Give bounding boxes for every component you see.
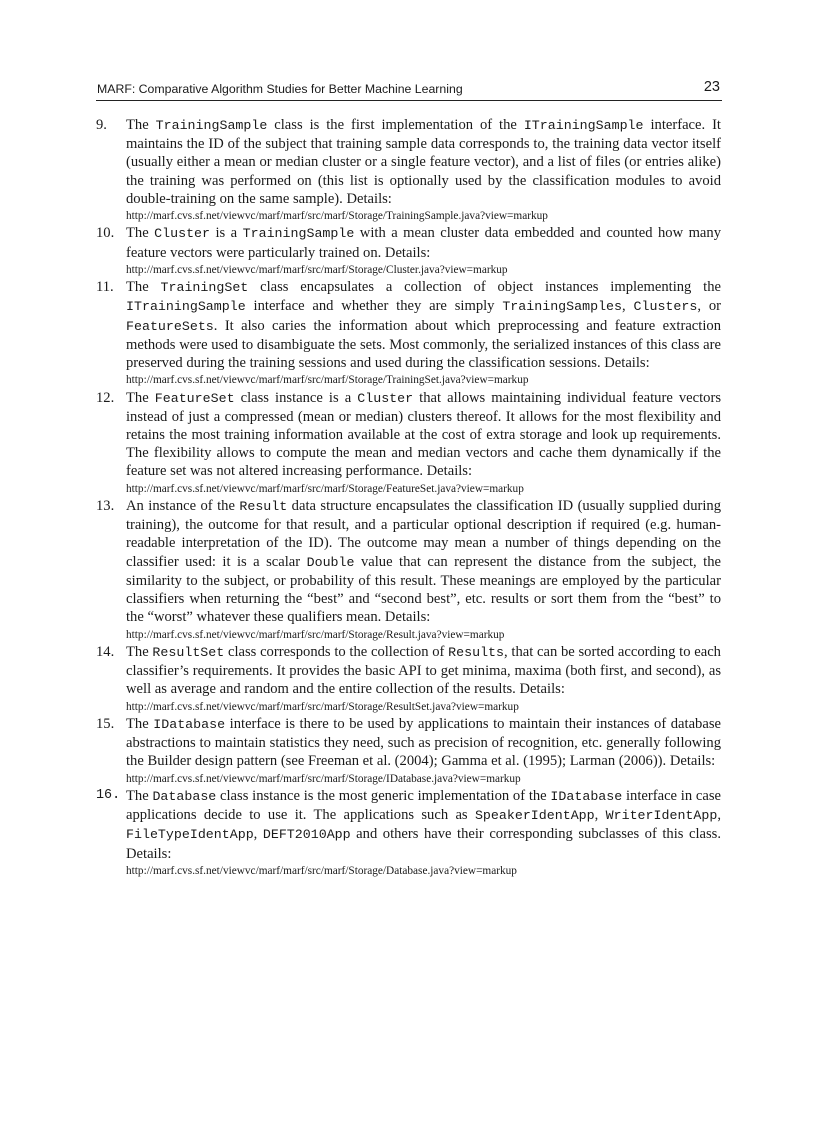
text-run: , that can be sorted according to each classifier’s requirements. It provides the basic API to get minima, maxima (both first, and second), as well as average and random and the entire collection of the results. Details:: [126, 643, 721, 698]
text-run: The: [126, 715, 154, 732]
code-identifier: FileTypeIdentApp: [126, 827, 254, 843]
text-run: is a: [210, 225, 243, 242]
details-link[interactable]: http://marf.cvs.sf.net/viewvc/marf/marf/src/marf/Storage/FeatureSet.java?view=markup: [126, 482, 524, 495]
code-identifier: Double: [306, 554, 355, 570]
list-item: [96, 497, 721, 643]
list-item: [96, 278, 721, 388]
code-identifier: ITrainingSample: [126, 299, 246, 315]
code-identifier: WriterIdentApp: [605, 808, 718, 824]
item-text: [126, 224, 721, 261]
text-run: class instance is the most generic implementation of the: [216, 787, 551, 804]
text-run: , or: [697, 298, 721, 315]
text-run: that allows maintaining individual feature vectors instead of just a compressed (mean or median) clusters thereof. It allows for the most flexibility and retains the most training information available at the cost of extra storage and look up requirements. The flexibility allows to compute the mean and median vectors and cache them dynamically if the feature set was not altered increasing performance. Details:: [126, 389, 721, 480]
code-identifier: Clusters: [633, 299, 698, 315]
text-run: The: [126, 225, 155, 242]
code-identifier: ResultSet: [152, 644, 225, 660]
text-run: value that can represent the distance from the subject, the similarity to the subject, or probability of this result. These meanings are employed by the particular classifiers when returning the “best” and “second best”, etc. results or sort them from the “best” to the “worst” whatever these qualifiers mean. Details:: [126, 553, 722, 626]
text-run: ,: [717, 807, 721, 824]
item-number: 10.: [96, 225, 115, 242]
list-item: [96, 715, 721, 787]
text-run: ,: [253, 826, 263, 843]
details-link[interactable]: http://marf.cvs.sf.net/viewvc/marf/marf/src/marf/Storage/TrainingSample.java?view=markup: [126, 210, 548, 223]
code-identifier: TrainingSamples: [502, 299, 623, 315]
item-number: 15.: [96, 715, 115, 732]
text-run: The: [126, 117, 156, 133]
item-text: [126, 116, 721, 208]
item-text: [126, 278, 721, 372]
text-run: The: [126, 787, 153, 804]
code-identifier: Cluster: [154, 226, 211, 242]
item-number: 9.: [96, 117, 107, 133]
item-number: 16.: [96, 787, 121, 803]
code-identifier: IDatabase: [550, 788, 623, 804]
text-run: An instance of the: [126, 498, 240, 515]
code-identifier: Cluster: [357, 390, 414, 406]
text-run: with a mean cluster data embedded and counted how many feature vectors were particularly trained on. Details:: [126, 225, 721, 261]
running-header: [96, 78, 722, 101]
text-run: The: [126, 643, 153, 660]
item-number: 14.: [96, 643, 115, 660]
item-text: [126, 643, 721, 699]
text-run: interface and whether they are simply: [245, 298, 503, 315]
text-run: . It also caries the information about which preprocessing and feature extraction methods were used to disambiguate the sets. Most commonly, the serialized instances of this class are preserved during the training sessions and used during the classification sessions. Details:: [126, 317, 721, 372]
code-identifier: TrainingSample: [155, 118, 268, 133]
list-item: [96, 787, 721, 879]
item-number: 11.: [96, 279, 114, 296]
item-number: 13.: [96, 498, 115, 515]
code-identifier: IDatabase: [153, 716, 226, 732]
text-run: ,: [594, 807, 606, 824]
code-identifier: TrainingSet: [160, 280, 249, 296]
text-run: interface. It maintains the ID of the subject that training sample data corresponds to, the training data vector itself (usually either a mean or median cluster or a single feature vector), and a list of files (or entries alike) the training was performed on (this list is optionally used by the classification modules to avoid double-training on the same sample). Details:: [126, 117, 721, 207]
details-link[interactable]: http://marf.cvs.sf.net/viewvc/marf/marf/src/marf/Storage/Database.java?view=markup: [126, 864, 517, 877]
text-run: interface is there to be used by applications to maintain their instances of database abstractions to maintain statistics they need, such as precision of recognition, etc. generally following the Builder design pattern (see Freeman et al. (2004); Gamma et al. (1995); Larman (2006)). Details:: [126, 715, 721, 770]
running-header-title: MARF: Comparative Algorithm Studies for Better Machine Learning: [97, 82, 463, 96]
page-number: 23: [703, 79, 720, 95]
item-number: 12.: [96, 389, 115, 406]
text-run: The: [126, 279, 161, 296]
code-identifier: Results: [448, 644, 505, 660]
code-identifier: DEFT2010App: [262, 827, 351, 843]
text-run: data structure encapsulates the classification ID (usually supplied during training), the outcome for that result, and a particular optional description if required (e.g. human-readable interpretation of the ID). The outcome may mean a number of things depending on the classifier used: it is a scalar: [126, 498, 721, 570]
details-link[interactable]: http://marf.cvs.sf.net/viewvc/marf/marf/src/marf/Storage/IDatabase.java?view=markup: [126, 772, 521, 785]
code-identifier: ITrainingSample: [523, 118, 644, 133]
details-link[interactable]: http://marf.cvs.sf.net/viewvc/marf/marf/src/marf/Storage/ResultSet.java?view=markup: [126, 700, 519, 713]
text-run: interface in case applications decide to use it. The applications such as: [126, 787, 721, 824]
text-run: The: [126, 389, 155, 406]
details-link[interactable]: http://marf.cvs.sf.net/viewvc/marf/marf/src/marf/Storage/Result.java?view=markup: [126, 628, 505, 641]
text-run: class encapsulates a collection of object instances implementing the: [248, 279, 721, 296]
details-link[interactable]: http://marf.cvs.sf.net/viewvc/marf/marf/src/marf/Storage/Cluster.java?view=markup: [126, 263, 508, 276]
list-item: [96, 116, 721, 224]
text-run: class is the first implementation of the: [267, 117, 524, 133]
text-run: and others have their corresponding subclasses of this class. Details:: [126, 826, 721, 862]
text-run: class corresponds to the collection of: [224, 643, 449, 660]
item-text: [126, 497, 721, 626]
item-text: [126, 715, 721, 771]
numbered-list: [96, 116, 721, 879]
list-item: [96, 224, 721, 278]
code-identifier: Result: [239, 499, 288, 515]
code-identifier: Database: [152, 788, 217, 804]
code-identifier: SpeakerIdentApp: [474, 808, 595, 824]
code-identifier: FeatureSet: [154, 390, 235, 406]
details-link[interactable]: http://marf.cvs.sf.net/viewvc/marf/marf/src/marf/Storage/TrainingSet.java?view=markup: [126, 374, 529, 387]
code-identifier: TrainingSample: [242, 226, 355, 242]
item-text: [126, 787, 721, 863]
item-text: [126, 389, 721, 481]
text-run: class instance is a: [234, 389, 358, 406]
text-run: ,: [622, 298, 634, 315]
list-item: [96, 643, 721, 715]
code-identifier: FeatureSets: [126, 318, 214, 334]
list-item: [96, 389, 721, 497]
